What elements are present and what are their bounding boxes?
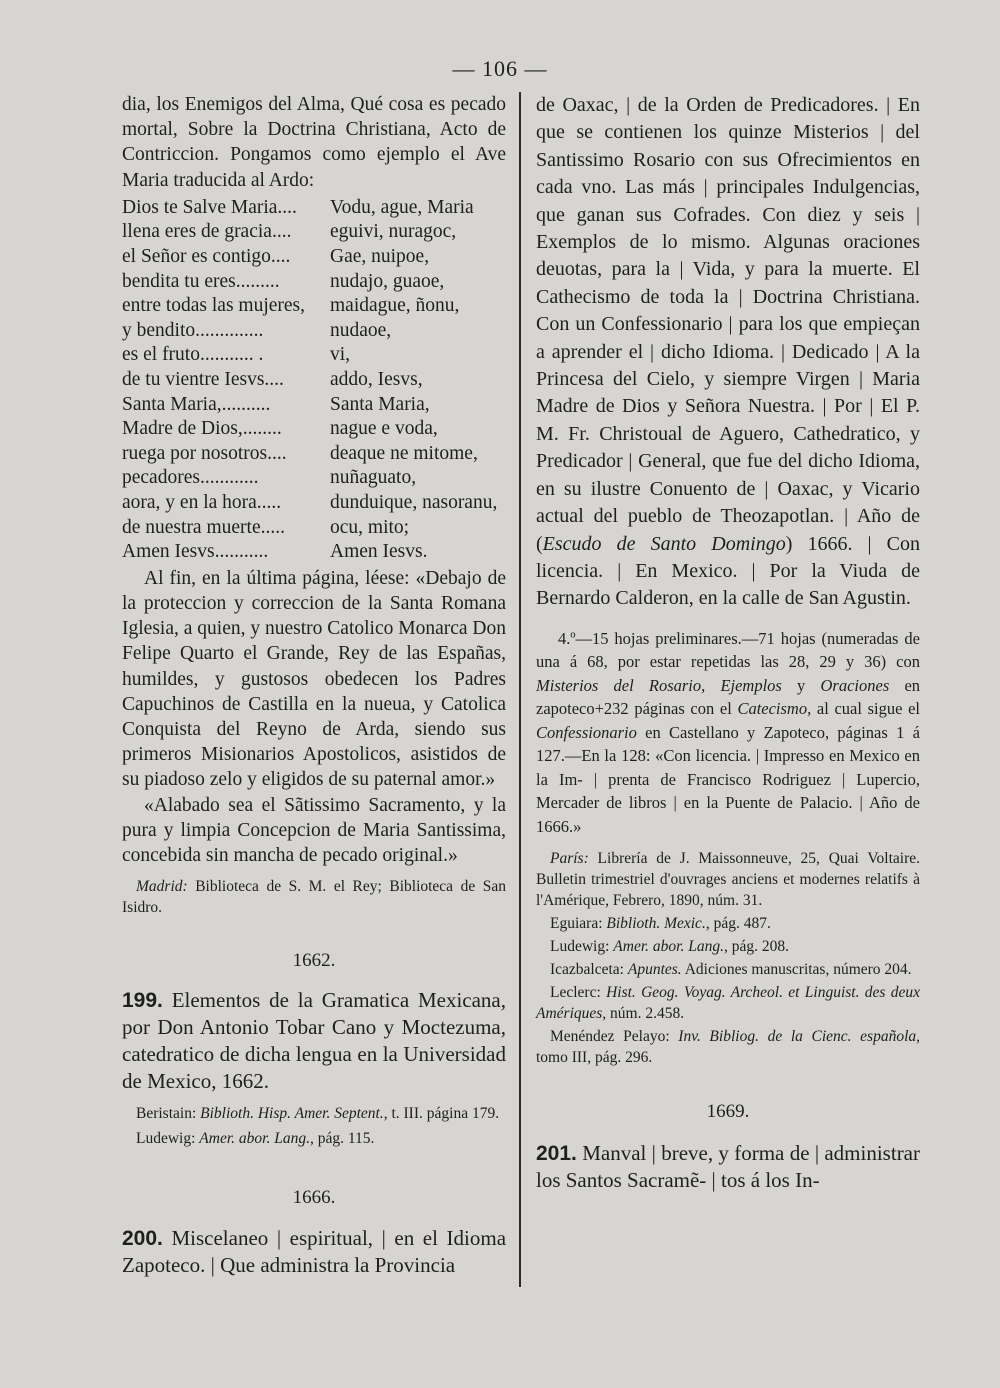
reference-beristain (122, 1103, 506, 1124)
physical-description (536, 627, 920, 839)
entry-number: 200. (122, 1226, 163, 1250)
ardo-line: ocu, mito; (330, 516, 410, 538)
ardo-line: Santa Maria, (330, 393, 430, 415)
entry-201 (536, 1140, 920, 1194)
desc-text: en zapoteco+232 páginas con el (536, 675, 921, 719)
ardo-line: vi, (330, 344, 351, 366)
desc-text: en Castellano y Zapoteco, páginas 1 á 127.—En la 128: «Con licencia. | Impresso en Mexico en la Im- | prenta de Francisco Rodriguez | Lupercio, Mercader de libros | en la Puente de Palacio. | Año de 1666.» (536, 722, 920, 836)
ref-detail: tomo III, pág. 296. (536, 1049, 653, 1067)
entry-title: Manval | breve, y forma de | administrar los Santos Sacramẽ- | tos á los In- (536, 1140, 921, 1192)
ref-title: Biblioth. Hisp. Amer. Septent. (200, 1105, 384, 1123)
ardo-line: maidague, ñonu, (330, 295, 460, 317)
ref-detail: Adiciones manuscritas, número 204. (681, 961, 912, 979)
spanish-line: Santa Maria,.......... (122, 393, 271, 415)
right-column (536, 92, 920, 1194)
ardo-line: nuñaguato, (330, 467, 417, 489)
library-names: Biblioteca de S. M. el Rey; Biblioteca de San Isidro. (122, 878, 507, 917)
spanish-line: aora, y en la hora..... (122, 491, 282, 513)
prayer-row (122, 318, 506, 343)
reference-icazbalceta (536, 959, 920, 980)
prayer-row (122, 342, 506, 367)
spanish-line: pecadores............ (122, 467, 259, 489)
ardo-line: dunduique, nasoranu, (330, 491, 498, 513)
ref-detail: , pág. 208. (723, 938, 789, 956)
desc-italic: Confessionario (536, 722, 637, 742)
ref-author: Eguiara: (550, 915, 603, 933)
ref-author: Ludewig: (550, 938, 610, 956)
entry-text: de Oaxac, | de la Orden de Predicadores. | En que se contienen los quinze Misterios | del Santissimo Rosario con sus Ofrecimientos en cada vno. Las más | principales Indulgencias, que ganan sus Cofrades. Con diez y seis | Exemplos de lo mismo. Algunas oraciones deuotas, para la | Vida, y para la muerte. El Cathecismo de toda la | Doctrina Christiana. Con un Confessionario | para los que empieçan a aprender el | dicho Idioma. | Dedicado | A la Princesa del Cielo, y siempre Virgen | Maria Madre de Dios y Señora Nuestra. | Por | El P. M. Fr. Christoual de Aguero, Cathedratico, y Predicador | General, que fue del dicho Idioma, en su ilustre Conuento de | Oaxac, y Vicario actual del pueblo de Theozapotlan. | Año de ( (536, 94, 920, 555)
prayer-row (122, 416, 506, 441)
ardo-line: nague e voda, (330, 418, 438, 440)
prayer-row (122, 219, 506, 244)
reference-leclerc (536, 982, 920, 1024)
entry-200 (122, 1225, 506, 1279)
entry-text-end: ) 1666. | Con licencia. | En Mexico. | Por la Viuda de Bernardo Calderon, en la calle de San Agustin. (536, 532, 920, 610)
entry-number: 199. (122, 989, 163, 1013)
year-heading-1666: 1666. (292, 1187, 336, 1209)
prayer-row (122, 269, 506, 294)
spanish-line: Amen Iesvs........... (122, 541, 269, 563)
spanish-line: ruega por nosotros.... (122, 442, 287, 464)
alabado-paragraph: «Alabado sea el Sãtissimo Sacramento, y la pura y limpia Concepcion de Maria Santissima, concebida sin mancha de pecado original.» (122, 794, 506, 866)
ref-author: Ludewig: (136, 1130, 196, 1148)
spanish-line: de tu vientre Iesvs.... (122, 368, 284, 390)
ref-detail: núm. 2.458. (606, 1005, 685, 1023)
prayer-row (122, 539, 506, 564)
ardo-line: eguivi, nuragoc, (330, 221, 457, 243)
spanish-line: el Señor es contigo.... (122, 246, 291, 267)
ref-city: París: (550, 850, 589, 868)
ref-title: Apuntes. (627, 961, 682, 979)
page-number: — 106 — (452, 56, 548, 81)
reference-ludewig (122, 1128, 506, 1149)
prayer-row (122, 441, 506, 466)
prayer-row (122, 367, 506, 392)
ardo-line: Amen Iesvs. (330, 541, 428, 563)
reference-ludewig-2 (536, 936, 920, 957)
ref-title: Inv. Bibliog. de la Cienc. española, (678, 1028, 920, 1046)
desc-italic: Catecismo, (737, 699, 812, 719)
reference-eguiara (536, 913, 920, 934)
desc-text: al cual sigue el (811, 699, 920, 719)
entry-200-continuation (536, 92, 920, 613)
ref-title: Hist. Geog. Voyag. Archeol. et Linguist. des deux Amériques, (536, 984, 921, 1023)
year-heading-1669: 1669. (706, 1101, 750, 1123)
spanish-line: entre todas las mujeres, (122, 295, 306, 317)
ave-maria-translation-table (122, 195, 506, 564)
desc-italic: Oraciones (820, 675, 890, 695)
ref-author: Icazbalceta: (550, 961, 624, 979)
ref-author: Beristain: (136, 1105, 197, 1123)
ardo-line: deaque ne mitome, (330, 442, 478, 464)
ardo-line: nudaoe, (330, 319, 392, 341)
reference-paris (536, 848, 920, 911)
ref-detail: , pág. 115. (309, 1130, 375, 1148)
entry-italic: Escudo de Santo Domingo (542, 532, 786, 555)
spanish-line: Dios te Salve Maria.... (122, 196, 297, 218)
desc-text: y (781, 675, 821, 695)
ref-detail: , t. III. página 179. (383, 1105, 500, 1123)
spanish-line: y bendito.............. (122, 319, 264, 341)
reference-menendez-pelayo (536, 1026, 920, 1068)
desc-italic: Misterios del Rosario, Ejemplos (536, 675, 782, 695)
spanish-line: bendita tu eres......... (122, 270, 280, 292)
entry-number: 201. (536, 1141, 577, 1165)
entry-title: Elementos de la Gramatica Mexicana, por Don Antonio Tobar Cano y Moctezuma, catedratico de dicha lengua en la Universidad de Mexico, 1662. (122, 988, 507, 1094)
intro-paragraph: dia, los Enemigos del Alma, Qué cosa es pecado mortal, Sobre la Doctrina Christiana, Acto de Contriccion. Pongamos como ejemplo el Ave Maria traducida al Ardo: (122, 94, 506, 191)
ref-title: Biblioth. Mexic. (606, 915, 706, 933)
ardo-line: Vodu, ague, Maria (330, 196, 474, 218)
ardo-line: nudajo, guaoe, (330, 270, 445, 292)
spanish-line: llena eres de gracia.... (122, 221, 292, 243)
prayer-row (122, 195, 506, 220)
prayer-row (122, 392, 506, 417)
column-divider (519, 92, 521, 1287)
spanish-line: de nuestra muerte..... (122, 516, 285, 538)
closing-quote-paragraph: Al fin, en la última página, léese: «Debajo de la proteccion y correccion de la Santa Romana Iglesia, a quien, y nuestro Catolico Monarca Don Felipe Quarto el Grande, Rey de las Españas, humildes, y gustosos obedecen los Padres Capuchinos de Castilla en la nueua, y Catolica Conquista del Reyno de Arda, siendo sus primeros Misionarios Apostolicos, asistidos de su piadoso zelo y eligidos de su paternal amor.» (122, 567, 506, 791)
library-note (122, 876, 506, 918)
ref-author: Leclerc: (550, 984, 601, 1002)
ardo-line: Gae, nuipoe, (330, 246, 430, 267)
ref-title: Amer. abor. Lang. (613, 938, 724, 956)
ref-author: Menéndez Pelayo: (550, 1028, 670, 1046)
entry-199 (122, 987, 506, 1095)
prayer-row (122, 244, 506, 269)
ref-detail: Librería de J. Maissonneuve, 25, Quai Voltaire. Bulletin trimestriel d'ouvrages anciens et modernes relatifs à l'Amérique, Febrero, 1890, núm. 31. (536, 850, 920, 910)
prayer-row (122, 490, 506, 515)
spanish-line: Madre de Dios,........ (122, 418, 282, 440)
year-heading-1662: 1662. (292, 950, 336, 972)
prayer-row (122, 465, 506, 490)
prayer-row (122, 515, 506, 540)
ardo-line: addo, Iesvs, (330, 368, 423, 390)
prayer-row (122, 293, 506, 318)
ref-detail: , pág. 487. (705, 915, 771, 933)
left-column (122, 92, 506, 1279)
desc-text: 4.º—15 hojas preliminares.—71 hojas (numeradas de una á 68, por estar repetidas las 28, 29 y 36) con (536, 628, 920, 672)
entry-title: Miscelaneo | espiritual, | en el Idioma Zapoteco. | Que administra la Provincia (122, 1225, 507, 1277)
ref-title: Amer. abor. Lang. (199, 1130, 310, 1148)
library-city: Madrid: (136, 878, 188, 896)
spanish-line: es el fruto........... . (122, 344, 264, 366)
